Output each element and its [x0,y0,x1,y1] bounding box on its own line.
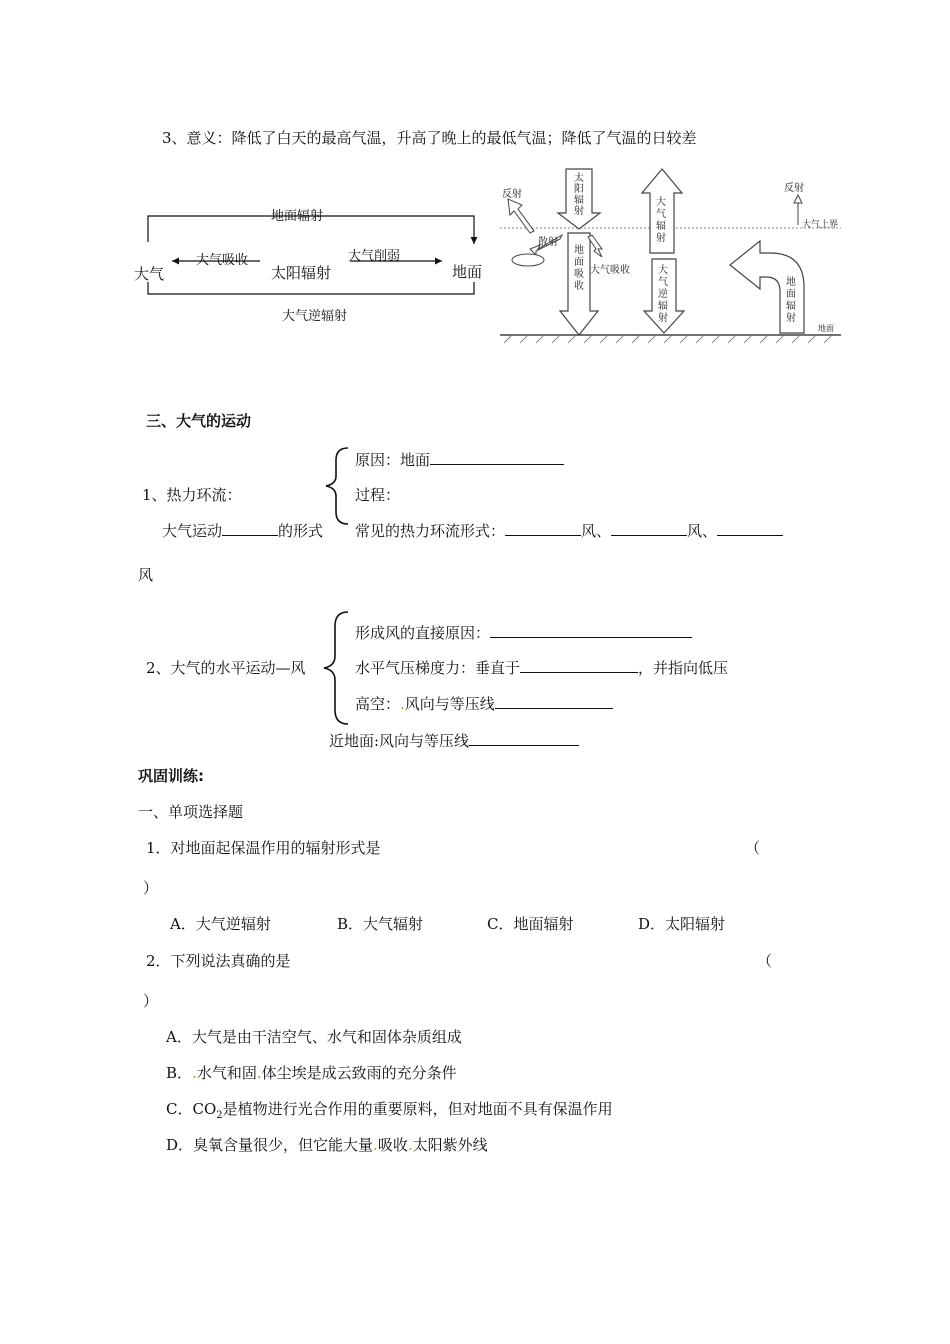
cause-row [355,450,564,470]
counter-radiation-line [148,282,474,294]
counter-char: 逆 [658,289,668,300]
solar-char: 太 [574,173,584,184]
pgf-blank[interactable] [520,658,638,673]
part-heading: 一、单项选择题 [138,803,244,821]
atmos-rad-char: 气 [656,209,666,220]
absorb-char: 收 [574,281,584,292]
q2-b-prefix: B． [166,1064,193,1082]
atmos-rad-char: 辐 [656,221,666,232]
wind-c: 风 [138,566,154,584]
direct-cause-label: 形成风的直接原因： [355,624,491,642]
q2-option-a[interactable]: A．大气是由干洁空气、水气和固体杂质组成 [166,1028,462,1046]
atmos-rad-char: 大 [656,197,666,208]
thermal-title: 1、热力环流： [142,486,242,504]
ground-rad-char: 面 [786,289,796,300]
top-arrow-label: 地面辐射 [271,209,324,224]
wind-b: 风、 [687,522,718,540]
wind-blank-3[interactable] [717,521,783,536]
absorb-char: 地 [574,245,584,256]
bottom-arrow-label: 大气逆辐射 [282,309,348,324]
ground-rad-char: 地 [786,277,796,288]
pgf-row [355,658,728,678]
q1-open-paren: （ [745,839,761,857]
significance-text: 3、意义：降低了白天的最高气温，升高了晚上的最低气温；降低了气温的日较差 [162,129,697,147]
solar-char: 射 [574,206,584,217]
common-forms-label: 常见的热力环流形式： [355,522,506,540]
atmos-absorb-label: 大气吸收 [590,265,630,276]
absorb-char: 吸 [574,269,584,280]
brace-2 [318,610,352,726]
q2-option-b[interactable] [166,1063,457,1083]
q2-c-text2: 是植物进行光合作用的重要原料，但对地面不具有保温作用 [222,1100,613,1118]
q1-option-d[interactable]: D．太阳辐射 [638,915,726,933]
cause-blank[interactable] [430,450,564,465]
heat-flow-diagram [130,200,490,330]
weaken-label: 大气削弱 [348,249,401,264]
atmos-rad-char: 射 [656,233,666,244]
counter-char: 大 [658,265,668,276]
direct-cause-row [355,623,692,643]
movement-blank[interactable] [222,521,278,536]
solar-char: 辐 [574,195,584,206]
horizontal-title: 2、大气的水平运动—风 [146,659,306,677]
ground-label: 地面 [818,324,834,333]
near-ground-row [329,731,579,751]
q2-b-text2: 体尘埃是成云致雨的充分条件 [261,1064,457,1082]
mark-dot: . [192,1064,197,1082]
q2-option-c[interactable] [166,1099,613,1126]
near-ground-text: 近地面:风向与等压线 [329,732,470,750]
reflect-left-label: 反射 [502,189,522,200]
near-ground-blank[interactable] [469,731,579,746]
absorb-label: 大气吸收 [196,253,249,268]
radiation-diagram [498,165,843,345]
brace-1 [320,446,352,526]
reflect-right-label: 反射 [784,183,804,194]
q2-d-text2: 吸收 [377,1136,408,1154]
absorb-char: 面 [574,257,584,268]
q2-d-text1: D．臭氧含量很少，但它能大量 [166,1136,374,1154]
counter-char: 气 [658,277,668,288]
mark-dot: . [256,1064,262,1082]
q1-option-c[interactable]: C．地面辐射 [487,915,574,933]
left-node: 大气 [134,265,165,283]
wind-a: 风、 [581,522,612,540]
co2-subscript: 2 [216,1110,223,1121]
movement-suffix: 的形式 [278,522,324,540]
wind-blank-2[interactable] [611,521,687,536]
mark-dot: . [407,1136,413,1154]
right-node: 地面 [452,263,483,281]
high-blank[interactable] [495,694,613,709]
q2-open-paren: （ [757,952,773,970]
mark-dot: . [400,695,405,713]
direct-cause-blank[interactable] [490,623,692,638]
q2-c-text1: C．CO [166,1100,217,1118]
cloud-shape [512,254,544,266]
wind-blank-1[interactable] [505,521,581,536]
movement-prefix: 大气运动 [162,522,223,540]
section3-heading: 三、大气的运动 [146,412,252,430]
process-label: 过程： [355,486,401,504]
ground-rad-char: 辐 [786,301,796,312]
q2-d-text3: 太阳紫外线 [412,1136,488,1154]
counter-char: 辐 [658,301,668,312]
high-prefix: 高空： [355,695,401,713]
common-forms-row [355,521,783,541]
solar-char: 阳 [574,184,584,195]
high-row [355,694,613,714]
q1-option-a[interactable]: A．大气逆辐射 [170,915,271,933]
center-label: 太阳辐射 [271,264,332,282]
ground-rad-char: 射 [786,313,796,324]
scatter-label: 散射 [538,237,558,248]
pgf-prefix: 水平气压梯度力：垂直于 [355,659,521,677]
q1-option-b[interactable]: B．大气辐射 [337,915,424,933]
q2-close-paren: ） [143,992,159,1010]
mark-dot: . [373,1136,378,1154]
q2-option-d[interactable] [166,1135,488,1155]
counter-char: 射 [658,313,668,324]
q1-stem: 1．对地面起保温作用的辐射形式是 [146,839,381,857]
q1-close-paren: ） [143,879,159,897]
pgf-suffix: ，并指向低压 [638,659,729,677]
movement-row [162,521,323,541]
q2-stem: 2．下列说法真确的是 [146,952,291,970]
q2-b-text1: 水气和固 [196,1064,257,1082]
upper-boundary-label: 大气上界 [802,220,839,230]
cause-label: 原因：地面 [355,451,431,469]
practice-heading: 巩固训练: [138,767,204,785]
high-text: 风向与等压线 [404,695,495,713]
